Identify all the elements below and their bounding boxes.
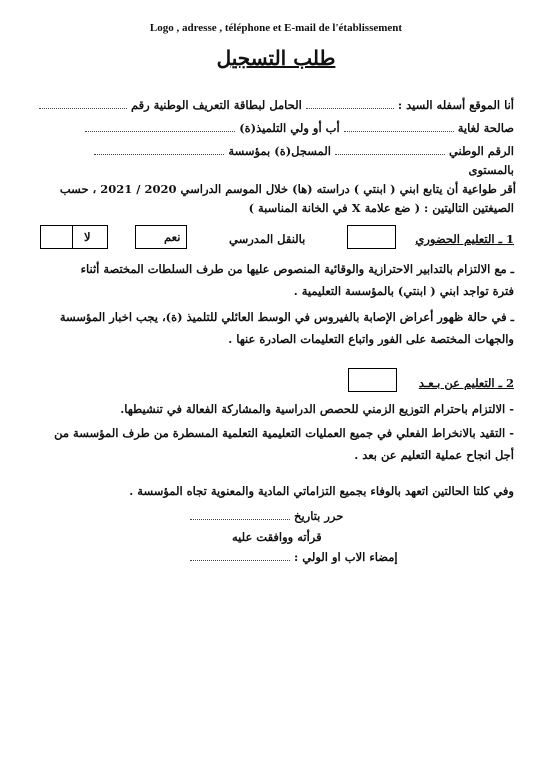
para-2-line-2: والجهات المختصة على الفور واتباع التعليمات الصادرة عنها . bbox=[228, 332, 514, 346]
signature-field[interactable] bbox=[190, 550, 290, 561]
section-1-heading: 1 ـ التعليم الحضوري bbox=[415, 232, 514, 246]
signature-label: إمضاء الاب او الولي : bbox=[294, 550, 398, 564]
para-2-line-1: ـ في حالة ظهور أعراض الإصابة بالفيروس في الوسط العائلي للتلميذ (ة)، يجب اخبار المؤسسة bbox=[59, 310, 514, 324]
para-1-line-1: ـ مع الالتزام بالتدابير الاحترازية والوقائية المنصوص عليها من طرف السلطات المختصة أثناء bbox=[80, 262, 514, 276]
section-1-paragraph-2 bbox=[34, 306, 514, 350]
form-line-3 bbox=[94, 144, 514, 158]
no-label: لا bbox=[84, 230, 91, 244]
header-placeholder: Logo , adresse , téléphone et E-mail de l'établissement bbox=[149, 22, 403, 34]
intro-line-2: الصيغتين التاليتين : ( ضع علامة X في الخانة المناسبة ) bbox=[248, 201, 514, 215]
validity-label: صالحة لغاية bbox=[457, 121, 514, 135]
id-card-label: الحامل لبطاقة التعريف الوطنية رقم bbox=[130, 98, 302, 112]
national-number-field[interactable] bbox=[335, 144, 445, 155]
guardian-label: أب أو ولي التلميذ(ة) bbox=[239, 121, 340, 135]
yes-label: نعم bbox=[164, 230, 181, 244]
school-label: المسجل(ة) بمؤسسة bbox=[228, 144, 331, 158]
declarant-label: أنا الموقع أسفله السيد : bbox=[397, 98, 514, 112]
form-line-4 bbox=[468, 163, 514, 177]
school-field[interactable] bbox=[94, 144, 224, 155]
validity-field[interactable] bbox=[344, 121, 454, 132]
signature-line bbox=[190, 550, 398, 564]
section-2-bullet-1: - الالتزام باحترام التوزيع الزمني للحصص الدراسية والمشاركة الفعالة في تنشيطها. bbox=[120, 402, 514, 416]
read-agree-text: قرأته ووافقت عليه bbox=[232, 530, 322, 544]
id-card-field[interactable] bbox=[39, 98, 127, 109]
level-label: بالمستوى bbox=[468, 163, 514, 177]
date-line bbox=[190, 509, 343, 523]
section-2-bullet-2 bbox=[34, 422, 514, 466]
form-line-2 bbox=[85, 121, 514, 135]
para-1-line-2: فترة تواجد ابني ( ابنتي) بالمؤسسة التعليمية . bbox=[293, 284, 514, 298]
bullet-2-line-2: أجل انجاح عملية التعليم عن بعد . bbox=[354, 448, 514, 462]
section-2-heading: 2 ـ التعليم عن بـعـد bbox=[418, 376, 514, 390]
intro-line-1: أقر طواعية أن يتابع ابني ( ابنتي ) دراسته (ها) خلال الموسم الدراسي 2020 / 2021 ، حسب bbox=[59, 182, 516, 196]
remote-checkbox[interactable] bbox=[348, 368, 397, 392]
form-line-1 bbox=[39, 98, 514, 112]
commitment-text: وفي كلتا الحالتين اتعهد بالوفاء بجميع التزاماتي المادية والمعنوية تجاه المؤسسة . bbox=[129, 484, 514, 498]
date-field[interactable] bbox=[190, 509, 290, 520]
bullet-2-line-1: - التقيد بالانخراط الفعلي في جميع العمليات التعليمية التعلمية المسطرة من طرف المؤسسة من bbox=[54, 426, 514, 440]
page-title bbox=[0, 46, 552, 70]
title-text: طلب التسجيل bbox=[216, 46, 336, 70]
student-name-field[interactable] bbox=[85, 121, 235, 132]
date-label: حرر بتاريخ bbox=[294, 509, 344, 523]
national-number-label: الرقم الوطني bbox=[448, 144, 514, 158]
section-1-paragraph-1 bbox=[34, 258, 514, 302]
in-person-checkbox[interactable] bbox=[347, 225, 396, 249]
declarant-name-field[interactable] bbox=[306, 98, 394, 109]
transport-label: بالنقل المدرسي bbox=[229, 232, 306, 246]
